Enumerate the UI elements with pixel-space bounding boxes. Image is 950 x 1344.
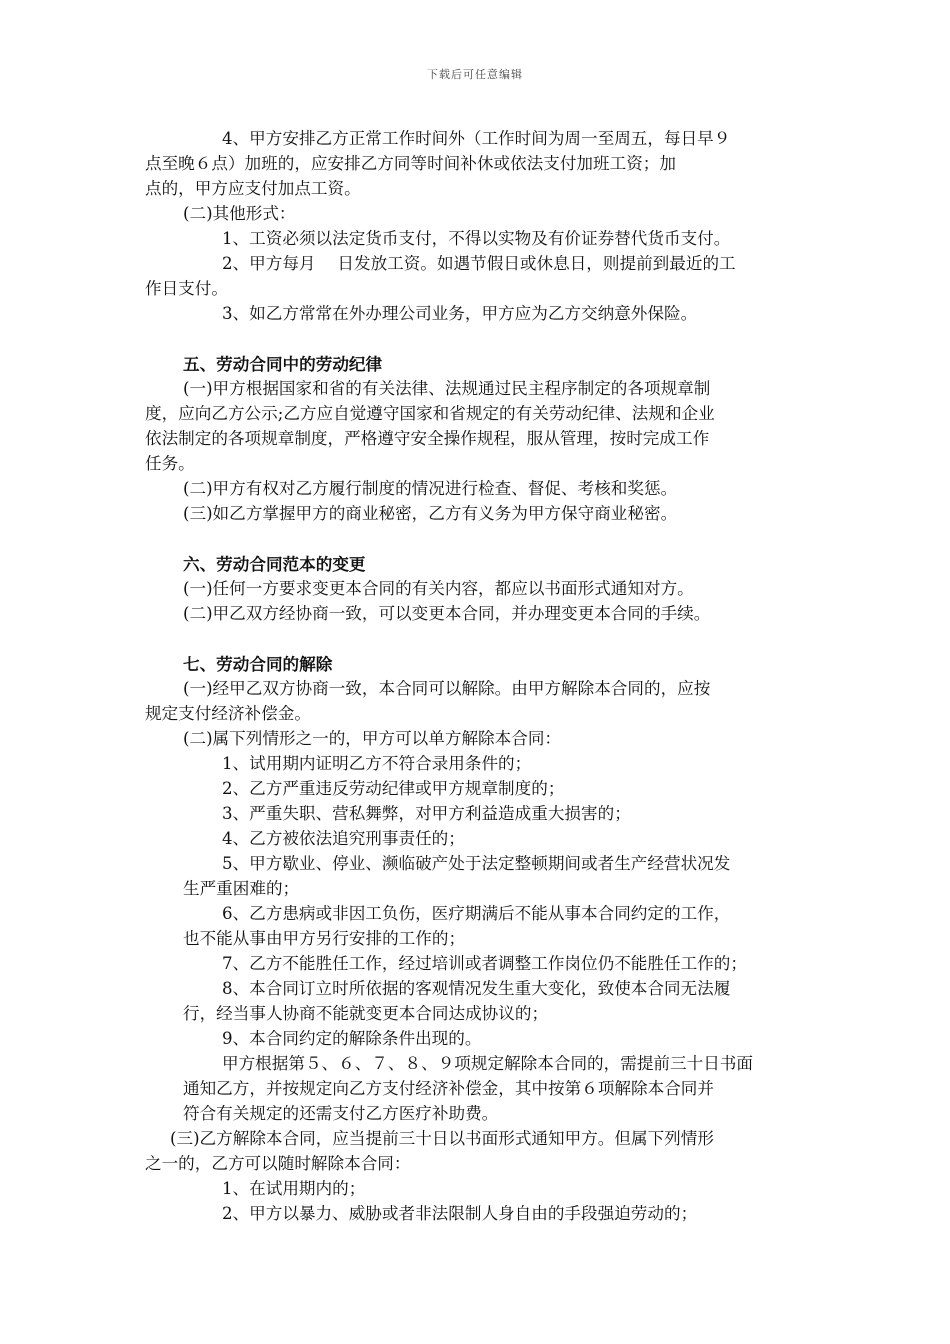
text-line: 3、如乙方常常在外办理公司业务，甲方应为乙方交纳意外保险。 (222, 304, 698, 323)
text-line: 6、乙方患病或非因工负伤，医疗期满后不能从事本合同约定的工作， (222, 904, 731, 923)
text-line: (二)甲方有权对乙方履行制度的情况进行检查、督促、考核和奖惩。 (183, 479, 678, 498)
text-line: 点至晚６点）加班的，应安排乙方同等时间补休或依法支付加班工资；加 (145, 154, 676, 173)
section-heading: 七、劳动合同的解除 (183, 654, 333, 674)
text-line: 符合有关规定的还需支付乙方医疗补助费。 (183, 1104, 499, 1123)
text-line: (二)甲乙双方经协商一致，可以变更本合同，并办理变更本合同的手续。 (183, 604, 711, 623)
text-line: 4、甲方安排乙方正常工作时间外（工作时间为周一至周五，每日早９ (222, 129, 731, 148)
text-line: (三)如乙方掌握甲方的商业秘密，乙方有义务为甲方保守商业秘密。 (183, 504, 678, 523)
text-line: (一)甲方根据国家和省的有关法律、法规通过民主程序制定的各项规章制 (183, 379, 711, 398)
text-line: 9、本合同约定的解除条件出现的。 (222, 1029, 482, 1048)
text-line: 1、试用期内证明乙方不符合录用条件的； (222, 754, 532, 773)
text-line: 度，应向乙方公示;乙方应自觉遵守国家和省规定的有关劳动纪律、法规和企业 (145, 404, 715, 423)
text-line: 依法制定的各项规章制度，严格遵守安全操作规程，服从管理，按时完成工作 (145, 429, 710, 448)
text-line: 甲方根据第５、６、７、８、９项规定解除本合同的，需提前三十日书面 (222, 1054, 753, 1073)
text-line: 5、甲方歇业、停业、濒临破产处于法定整顿期间或者生产经营状况发 (222, 854, 731, 873)
text-line: 7、乙方不能胜任工作，经过培训或者调整工作岗位仍不能胜任工作的； (222, 954, 747, 973)
text-line: 作日支付。 (145, 279, 228, 298)
text-line: 也不能从事由甲方另行安排的工作的； (183, 929, 466, 948)
text-line: 之一的，乙方可以随时解除本合同： (145, 1154, 411, 1173)
text-line: 1、工资必须以法定货币支付，不得以实物及有价证券替代货币支付。 (222, 229, 731, 248)
section-heading: 六、劳动合同范本的变更 (183, 554, 366, 574)
text-line: 2、甲方以暴力、威胁或者非法限制人身自由的手段强迫劳动的； (222, 1204, 698, 1223)
page-header: 下载后可任意编辑 (427, 68, 523, 81)
text-line: 2、甲方每月 日发放工资。如遇节假日或休息日，则提前到最近的工 (222, 254, 736, 273)
text-line: 3、严重失职、营私舞弊，对甲方利益造成重大损害的； (222, 804, 631, 823)
text-line: (三)乙方解除本合同，应当提前三十日以书面形式通知甲方。但属下列情形 (170, 1129, 714, 1148)
section-heading: 五、劳动合同中的劳动纪律 (183, 354, 383, 374)
text-line: (一)任何一方要求变更本合同的有关内容，都应以书面形式通知对方。 (183, 579, 694, 598)
text-line: (二)其他形式： (183, 204, 296, 223)
text-line: 1、在试用期内的； (222, 1179, 366, 1198)
text-line: 通知乙方，并按规定向乙方支付经济补偿金，其中按第６项解除本合同并 (183, 1079, 714, 1098)
text-line: 规定支付经济补偿金。 (145, 704, 311, 723)
text-line: 点的，甲方应支付加点工资。 (145, 179, 361, 198)
text-line: (二)属下列情形之一的，甲方可以单方解除本合同： (183, 729, 562, 748)
text-line: 生严重困难的； (183, 879, 300, 898)
text-line: (一)经甲乙双方协商一致，本合同可以解除。由甲方解除本合同的，应按 (183, 679, 711, 698)
text-line: 4、乙方被依法追究刑事责任的； (222, 829, 465, 848)
text-line: 任务。 (145, 454, 195, 473)
text-line: 8、本合同订立时所依据的客观情况发生重大变化，致使本合同无法履 (222, 979, 731, 998)
text-line: 2、乙方严重违反劳动纪律或甲方规章制度的； (222, 779, 565, 798)
text-line: 行，经当事人协商不能就变更本合同达成协议的； (183, 1004, 549, 1023)
